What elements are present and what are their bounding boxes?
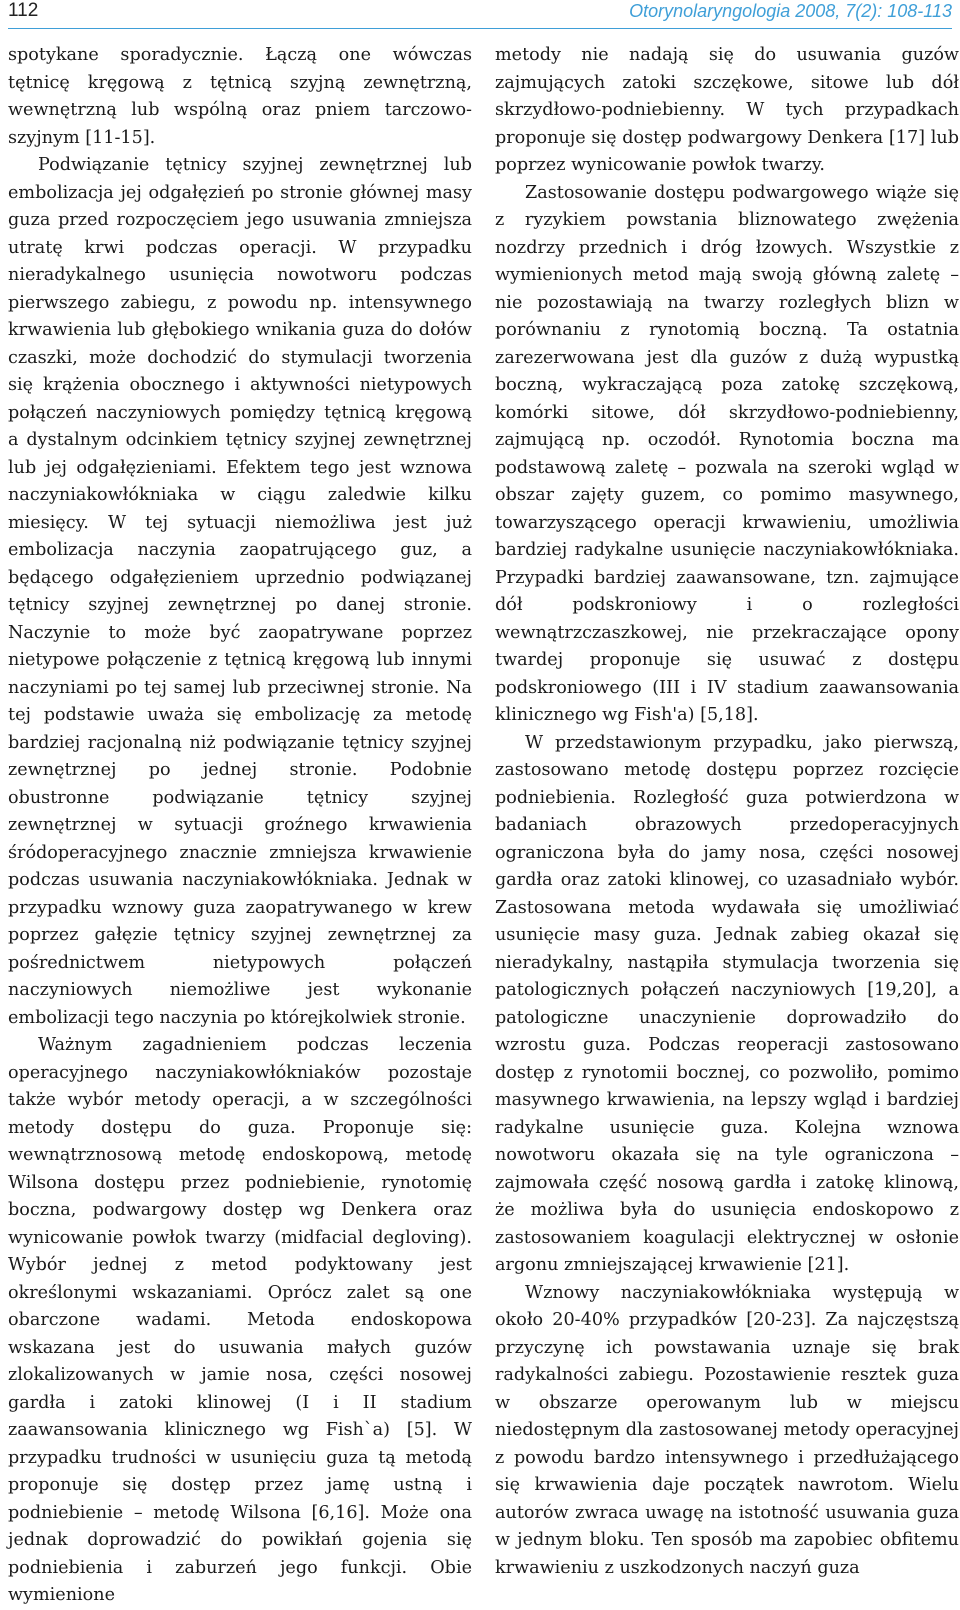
paragraph: Wznowy naczyniakowłókniaka występują w około 20-40% przypadków [20-23]. Za najczęstszą przyczynę ich powstawania uznaje się brak radykalności zabiegu. Pozostawienie resztek guza w obszarze operowanym lub w miejscu niedostępnym dla zastosowanej metody operacyjnej z powodu bardzo intensywnego i przedłużającego się krwawienia daje początek nawrotom. Wielu autorów zwraca uwagę na istotność usuwania guza w jednym bloku. Ten sposób ma zapobiec obfitemu krwawieniu z uszkodzonych naczyń guza xyxy=(495,1282,959,1578)
page-number: 112 xyxy=(8,0,39,21)
paragraph: spotykane sporadycznie. Łączą one wówczas tętnicę kręgową z tętnicą szyjną zewnętrzną, wewnętrzną lub wspólną oraz pniem tarczowo-szyjnym [11-15]. xyxy=(8,45,472,148)
right-column xyxy=(495,42,959,1582)
paragraph: Podwiązanie tętnicy szyjnej zewnętrznej lub embolizacja jej odgałęzień po stronie głównej masy guza przed rozpoczęciem jego usuwania zmniejsza utratę krwi podczas operacji. W przypadku nieradykalnego usunięcia nowotworu podczas pierwszego zabiegu, z powodu np. intensywnego krwawienia lub głębokiego wnikania guza do dołów czaszki, może dochodzić do stymulacji tworzenia się krążenia obocznego i aktywności nietypowych połączeń naczyniowych pomiędzy tętnicą kręgową a dystalnym odcinkiem tętnicy szyjnej zewnętrznej lub jej odgałęzieniami. Efektem tego jest wznowa naczyniakowłókniaka w ciągu zaledwie kilku miesięcy. W tej sytuacji niemożliwa jest już embolizacja naczynia zaopatrującego guz, a będącego odgałęzieniem uprzednio podwiązanej tętnicy szyjnej zewnętrznej po danej stronie. Naczynie to może być zaopatrywane poprzez nietypowe połączenie z tętnicą kręgową lub innymi naczyniami po tej samej lub przeciwnej stronie. Na tej podstawie uważa się embolizację za metodę bardziej racjonalną niż podwiązanie tętnicy szyjnej zewnętrznej po jednej stronie. Podobnie obustronne podwiązanie tętnicy szyjnej zewnętrznej w sytuacji groźnego krwawienia śródoperacyjnego znacznie zmniejsza krwawienie podczas usuwania naczyniakowłókniaka. Jednak w przypadku wznowy guza zaopatrywanego w krew poprzez gałęzie tętnicy szyjnej zewnętrznej za pośrednictwem nietypowych połączeń naczyniowych niemożliwe jest wykonanie embolizacji tego naczynia po którejkolwiek stronie. xyxy=(8,155,472,1028)
left-column xyxy=(8,42,472,1610)
journal-reference: Otorynolaryngologia 2008, 7(2): 108-113 xyxy=(629,1,952,21)
paragraph: Ważnym zagadnieniem podczas leczenia operacyjnego naczyniakowłókniaków pozostaje także wybór metody operacji, a w szczególności metody dostępu do guza. Proponuje się: wewnątrznosową metodę endoskopową, metodę Wilsona dostępu przez podniebienie, rynotomię boczna, podwargowy dostęp wg Denkera oraz wynicowanie powłok twarzy (midfacial degloving). Wybór jednej z metod podyktowany jest określonymi wskazaniami. Oprócz zalet są one obarczone wadami. Metoda endoskopowa wskazana jest do usuwania małych guzów zlokalizowanych w jamie nosa, części nosowej gardła i zatoki klinowej (I i II stadium zaawansowania klinicznego wg Fish`a) [5]. W przypadku trudności w usunięciu guza tą metodą proponuje się dostęp przez jamę ustną i podniebienie – metodę Wilsona [6,16]. Może ona jednak doprowadzić do powikłań gojenia się podniebienia i zaburzeń jego funkcji. Obie wymienione xyxy=(8,1035,472,1605)
paragraph: metody nie nadają się do usuwania guzów zajmujących zatoki szczękowe, sitowe lub dół skrzydłowo-podniebienny. W tych przypadkach proponuje się dostęp podwargowy Denkera [17] lub poprzez wynicowanie powłok twarzy. xyxy=(495,45,959,175)
page-header xyxy=(8,0,952,29)
paragraph: W przedstawionym przypadku, jako pierwszą, zastosowano metodę dostępu poprzez rozcięcie podniebienia. Rozległość guza potwierdzona w badaniach obrazowych przedoperacyjnych ograniczona była do jamy nosa, części nosowej gardła oraz zatoki klinowej, co uzasadniało wybór. Zastosowana metoda wydawała się umożliwiać usunięcie masy guza. Jednak zabieg okazał się nieradykalny, nastąpiła stymulacja tworzenia się patologicznych połączeń naczyniowych [19,20], a patologiczne unaczynienie doprowadziło do wzrostu guza. Podczas reoperacji zastosowano dostęp z rynotomii bocznej, co pozwoliło, pomimo masywnego krwawienia, na lepszy wgląd i bardziej radykalne usunięcie guza. Kolejna wznowa nowotworu okazała się na tyle ograniczona – zajmowała część nosową gardła i zatokę klinową, że możliwa była do usunięcia endoskopowo z zastosowaniem koagulacji elektrycznej w osłonie argonu zmniejszającej krwawienie [21]. xyxy=(495,732,959,1275)
paragraph: Zastosowanie dostępu podwargowego wiąże się z ryzykiem powstania bliznowatego zwężenia nozdrzy przednich i dróg łzowych. Wszystkie z wymienionych metod mają swoją główną zaletę – nie pozostawiają na twarzy rozległych blizn w porównaniu z rynotomią boczną. Ta ostatnia zarezerwowana jest dla guzów z dużą wypustką boczną, wykraczającą poza zatokę szczękową, komórki sitowe, dół skrzydłowo-podniebienny, zajmującą np. oczodół. Rynotomia boczna ma podstawową zaletę – pozwala na szeroki wgląd w obszar zajęty guzem, co pomimo masywnego, towarzyszącego operacji krwawieniu, umożliwia bardziej radykalne usunięcie naczyniakowłókniaka. Przypadki bardziej zaawansowane, tzn. zajmujące dół podskroniowy i o rozległości wewnątrzczaszkowej, nie przekraczające opony twardej proponuje się usuwać z dostępu podskroniowego (III i IV stadium zaawansowania klinicznego wg Fish'a) [5,18]. xyxy=(495,182,959,725)
